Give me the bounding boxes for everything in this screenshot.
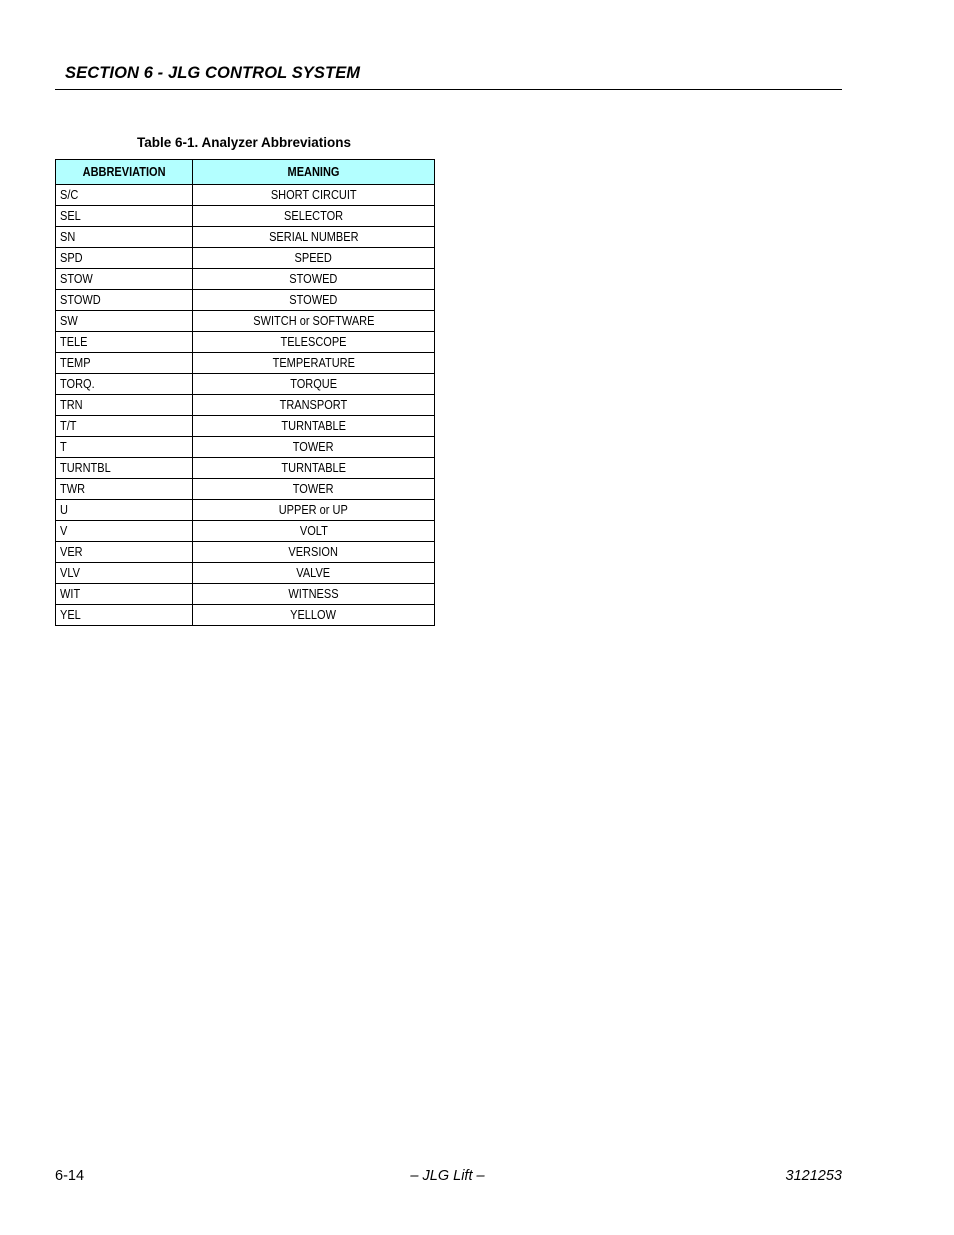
meaning-cell: TELESCOPE xyxy=(193,332,435,353)
meaning-cell: VOLT xyxy=(193,521,435,542)
meaning-cell: TOWER xyxy=(193,479,435,500)
document-number: 3121253 xyxy=(785,1168,842,1184)
abbreviation-cell: VLV xyxy=(56,563,193,584)
abbreviation-cell: T xyxy=(56,437,193,458)
meaning-cell: SELECTOR xyxy=(193,206,435,227)
abbreviation-cell: VER xyxy=(56,542,193,563)
abbreviation-cell: STOWD xyxy=(56,290,193,311)
meaning-cell: WITNESS xyxy=(193,584,435,605)
abbreviation-cell: S/C xyxy=(56,185,193,206)
abbreviation-cell: SW xyxy=(56,311,193,332)
table-row xyxy=(56,500,435,521)
abbreviation-cell: TORQ. xyxy=(56,374,193,395)
table-row xyxy=(56,458,435,479)
table-row xyxy=(56,479,435,500)
abbreviation-cell: TWR xyxy=(56,479,193,500)
table-row xyxy=(56,248,435,269)
meaning-cell: TEMPERATURE xyxy=(193,353,435,374)
abbreviation-cell: TEMP xyxy=(56,353,193,374)
meaning-cell: SPEED xyxy=(193,248,435,269)
abbreviation-cell: SEL xyxy=(56,206,193,227)
table-row xyxy=(56,353,435,374)
header-divider xyxy=(55,89,842,90)
table-row xyxy=(56,437,435,458)
table-row xyxy=(56,311,435,332)
abbreviation-cell: T/T xyxy=(56,416,193,437)
abbreviation-cell: YEL xyxy=(56,605,193,626)
meaning-cell: STOWED xyxy=(193,290,435,311)
meaning-cell: SWITCH or SOFTWARE xyxy=(193,311,435,332)
meaning-cell: STOWED xyxy=(193,269,435,290)
table-row xyxy=(56,332,435,353)
column-header-meaning: MEANING xyxy=(193,160,435,185)
table-row xyxy=(56,584,435,605)
column-header-abbreviation: ABBREVIATION xyxy=(56,160,193,185)
abbreviation-cell: TRN xyxy=(56,395,193,416)
table-row xyxy=(56,374,435,395)
meaning-cell: VALVE xyxy=(193,563,435,584)
table-body xyxy=(56,185,435,626)
abbreviation-cell: SN xyxy=(56,227,193,248)
section-title: SECTION 6 - JLG CONTROL SYSTEM xyxy=(65,64,361,82)
table-row xyxy=(56,605,435,626)
meaning-cell: VERSION xyxy=(193,542,435,563)
meaning-cell: TURNTABLE xyxy=(193,416,435,437)
abbreviation-cell: STOW xyxy=(56,269,193,290)
abbreviation-cell: U xyxy=(56,500,193,521)
meaning-cell: TURNTABLE xyxy=(193,458,435,479)
meaning-cell: UPPER or UP xyxy=(193,500,435,521)
table-row xyxy=(56,395,435,416)
table-row xyxy=(56,563,435,584)
table-header-row xyxy=(56,160,435,185)
table-row xyxy=(56,206,435,227)
table-row xyxy=(56,521,435,542)
meaning-cell: TOWER xyxy=(193,437,435,458)
meaning-cell: SHORT CIRCUIT xyxy=(193,185,435,206)
abbreviation-cell: SPD xyxy=(56,248,193,269)
table-row xyxy=(56,542,435,563)
table-caption: Table 6-1. Analyzer Abbreviations xyxy=(136,135,352,150)
meaning-cell: TRANSPORT xyxy=(193,395,435,416)
table-row xyxy=(56,416,435,437)
abbreviation-cell: TELE xyxy=(56,332,193,353)
table-row xyxy=(56,269,435,290)
abbreviations-table xyxy=(55,159,435,626)
meaning-cell: SERIAL NUMBER xyxy=(193,227,435,248)
table-row xyxy=(56,185,435,206)
abbreviation-cell: V xyxy=(56,521,193,542)
abbreviation-cell: TURNTBL xyxy=(56,458,193,479)
meaning-cell: TORQUE xyxy=(193,374,435,395)
table-row xyxy=(56,290,435,311)
footer-brand: – JLG Lift – xyxy=(410,1168,485,1184)
page-number: 6-14 xyxy=(55,1168,85,1184)
table-row xyxy=(56,227,435,248)
abbreviation-cell: WIT xyxy=(56,584,193,605)
meaning-cell: YELLOW xyxy=(193,605,435,626)
